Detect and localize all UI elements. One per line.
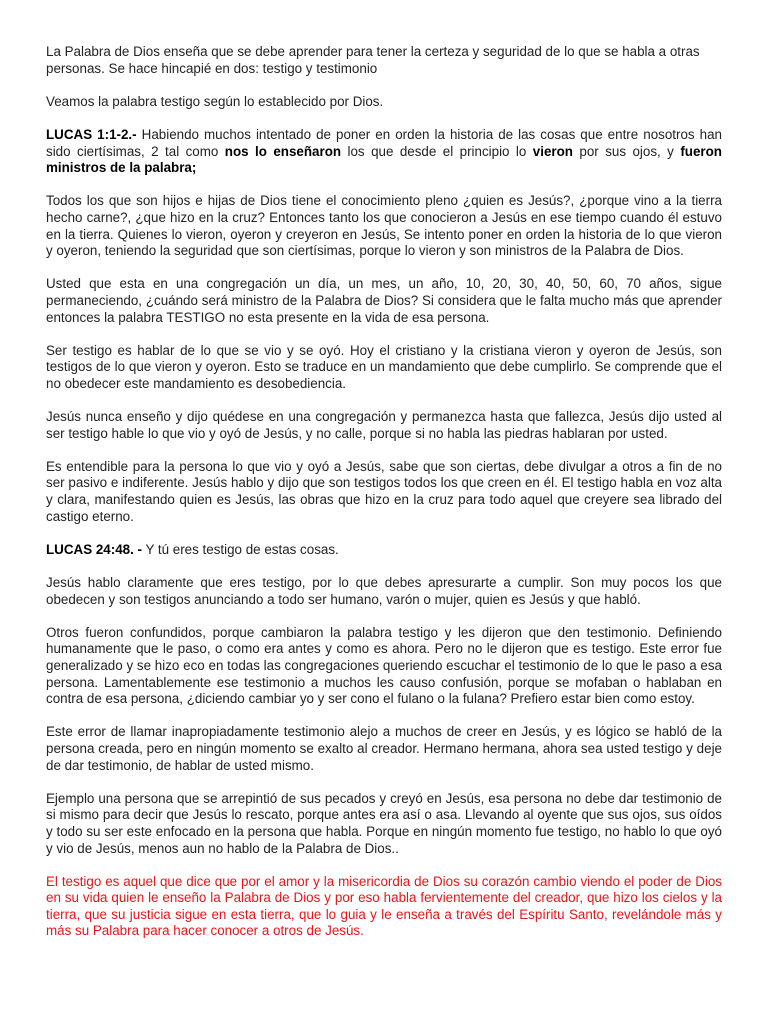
paragraph-lucas-24 <box>46 542 722 559</box>
paragraph-ejemplo: Ejemplo una persona que se arrepintió de sus pecados y creyó en Jesús, esa persona no debe dar testimonio de si mismo para decir que Jesús lo rescato, porque antes era así o asa. Llevando al oyente que sus ojos, sus oídos y todo su ser este enfocado en la persona que habla. Porque en ningún momento fue testigo, no hablo lo que oyó y vio de Jesús, menos aun no hablo de la Palabra de Dios.. <box>46 790 722 856</box>
paragraph-confundidos: Otros fueron confundidos, porque cambiaron la palabra testigo y les dijeron que den testimonio. Definiendo humanamente que le paso, o como era antes y como es ahora. Pero no le dijeron que es testigo. Este error fue generalizado y se hizo eco en todas las congregaciones queriendo escuchar el testimonio de lo que le paso a esa persona. Lamentablemente ese testimonio a muchos les causo confusión, porque se mofaban o hablaban en contra de esa persona, ¿diciendo cambiar yo y ser cono el fulano o la fulana? Prefiero estar bien como estoy. <box>46 624 722 707</box>
verse-emphasis: fueron ministros de la palabra; <box>46 143 722 176</box>
paragraph-jesus-enseno: Jesús nunca enseño y dijo quédese en una congregación y permanezca hasta que fallezca, Jesús dijo usted al ser testigo hable lo que vio y oyó de Jesús, y no calle, porque si no habla las piedras hablaran por usted. <box>46 409 722 441</box>
paragraph-hablo-claramente: Jesús hablo claramente que eres testigo, por lo que debes apresurarte a cumplir. Son muy pocos los que obedecen y son testigos anunciando a todo ser humano, varón o mujer, quien es Jesús y que habló. <box>46 575 722 607</box>
paragraph-hijos-de-dios: Todos los que son hijos e hijas de Dios tiene el conocimiento pleno ¿quien es Jesús?, ¿porque vino a la tierra hecho carne?, ¿que hizo en la cruz? Entonces tanto los que conocieron a Jesús en ese tiempo cuando él estuvo en la tierra. Quienes lo vieron, oyeron y creyeron en Jesús, Se intento poner en orden la historia de lo que vieron y oyeron, teniendo la seguridad que son ciertísimas, porque lo vieron y son ministros de la Palabra de Dios. <box>46 193 722 259</box>
paragraph-intro: La Palabra de Dios enseña que se debe aprender para tener la certeza y seguridad de lo que se habla a otras personas. Se hace hincapié en dos: testigo y testimonio <box>46 44 700 76</box>
verse-text: los que desde el principio lo <box>341 143 533 159</box>
paragraph-conclusion-red: El testigo es aquel que dice que por el amor y la misericordia de Dios su corazón cambio viendo el poder de Dios en su vida quien le enseño la Palabra de Dios y por eso habla fervientemente del creador, que hizo los cielos y la tierra, que su justicia sigue en esta tierra, que lo guia y le enseña a través del Espíritu Santo, revelándole más y más su Palabra para hacer conocer a otros de Jesús. <box>46 873 722 939</box>
verse-text: por sus ojos, y <box>572 143 681 159</box>
verse-text: Habiendo muchos intentado de poner en orden la historia de las cosas que entre nosotros han sido ciertísimas, 2 tal como <box>46 126 722 159</box>
paragraph-ser-testigo: Ser testigo es hablar de lo que se vio y se oyó. Hoy el cristiano y la cristiana vieron y oyeron de Jesús, son testigos de lo que vieron y oyeron. Esto se traduce en un mandamiento que debe cumplirlo. Se comprende que el no obedecer este mandamiento es desobediencia. <box>46 342 722 391</box>
verse-text: Y tú eres testigo de estas cosas. <box>142 541 339 557</box>
verse-emphasis: vieron <box>532 143 573 159</box>
bible-reference: LUCAS 24:48. - <box>46 541 142 557</box>
paragraph-entendible: Es entendible para la persona lo que vio y oyó a Jesús, sabe que son ciertas, debe divulgar a otros a fin de no ser pasivo e indiferente. Jesús hablo y dijo que son testigos todos los que creen en él. El testigo habla en voz alta y clara, manifestando quien es Jesús, las obras que hizo en la cruz para todo aquel que creyere sea librado del castigo eterno. <box>46 458 722 524</box>
bible-reference: LUCAS 1:1-2.- <box>46 126 137 142</box>
paragraph-congregacion: Usted que esta en una congregación un día, un mes, un año, 10, 20, 30, 40, 50, 60, 70 años, sigue permaneciendo, ¿cuándo será ministro de la Palabra de Dios? Si considera que le falta mucho más que aprender entonces la palabra TESTIGO no esta presente en la vida de esa persona. <box>46 276 722 325</box>
paragraph-error: Este error de llamar inapropiadamente testimonio alejo a muchos de creer en Jesús, y es lógico se habló de la persona creada, pero en ningún momento se exalto al creador. Hermano hermana, ahora sea usted testigo y deje de dar testimonio, de hablar de usted mismo. <box>46 724 722 773</box>
verse-emphasis: nos lo enseñaron <box>224 143 342 159</box>
paragraph-testigo-intro: Veamos la palabra testigo según lo establecido por Dios. <box>46 93 384 109</box>
paragraph-lucas-1 <box>46 127 722 177</box>
